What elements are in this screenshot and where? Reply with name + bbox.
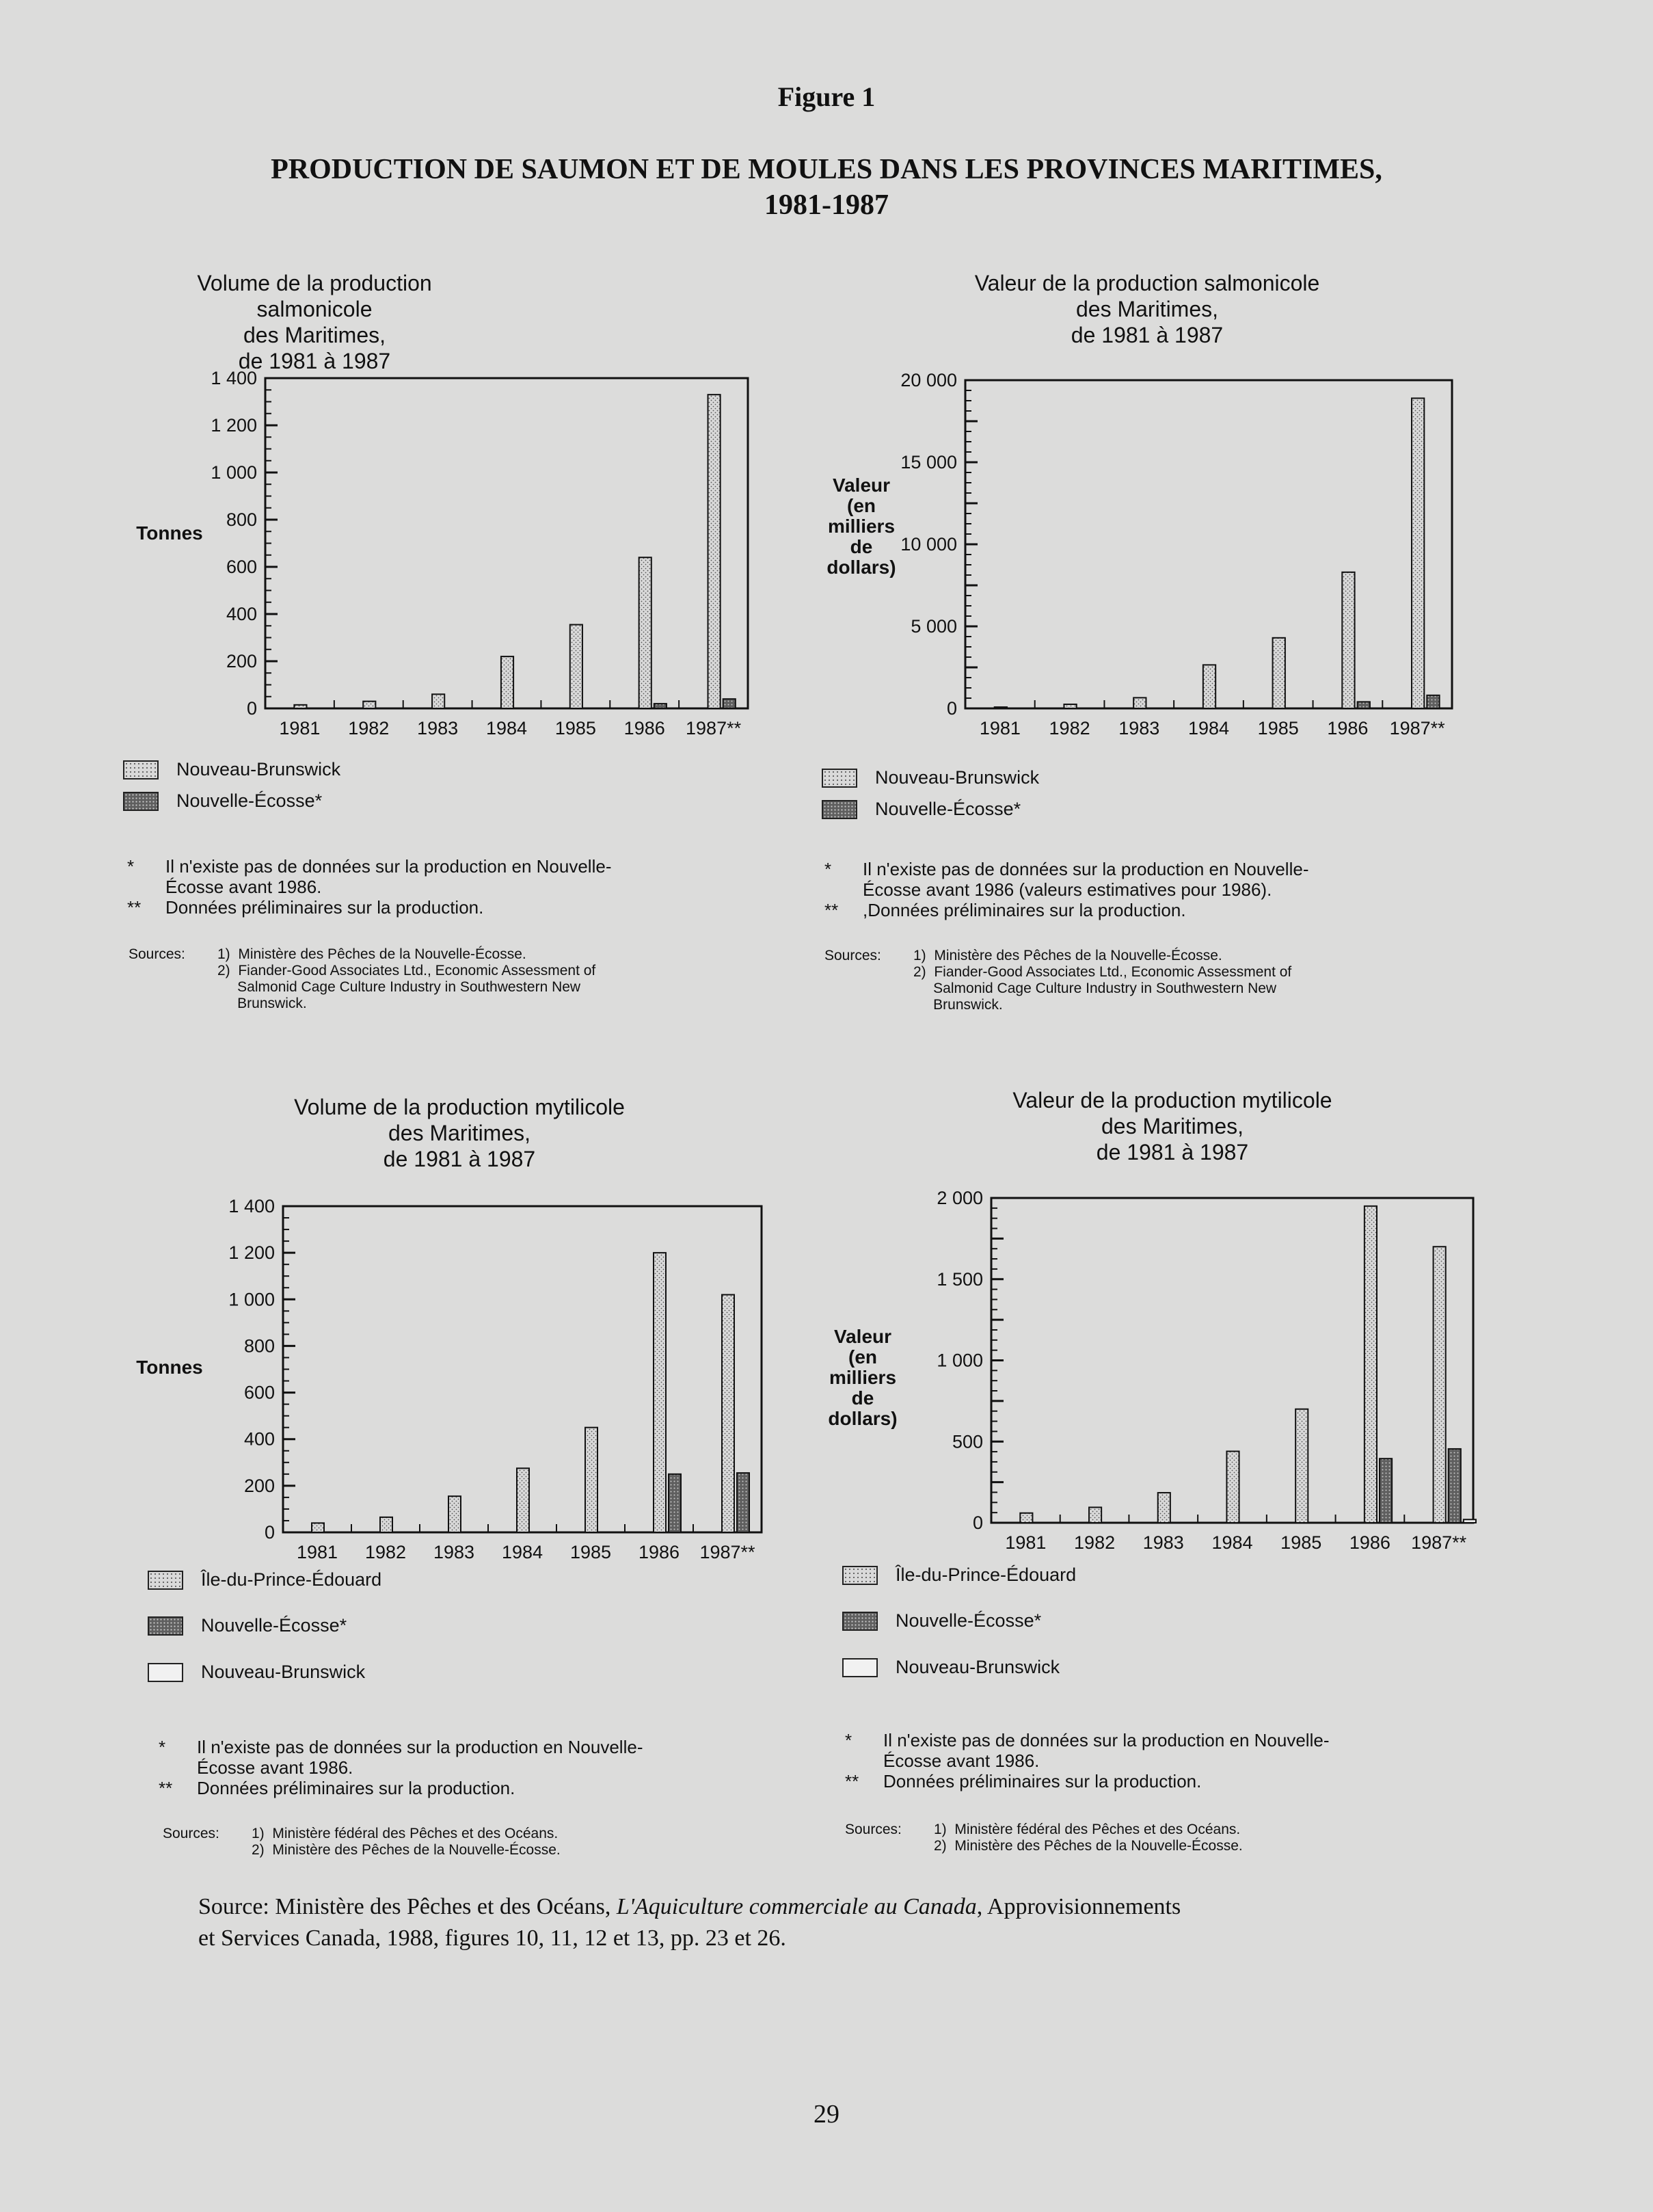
note-mark: ** xyxy=(159,1778,173,1798)
y-tick-label: 20 000 xyxy=(900,370,957,390)
y-tick-label: 200 xyxy=(226,651,257,671)
note-line xyxy=(127,856,611,877)
chart-svg-2 xyxy=(201,1192,789,1560)
y-tick-label: 500 xyxy=(952,1431,983,1452)
note-line xyxy=(159,1737,643,1757)
y-tick-label: 200 xyxy=(243,1475,275,1496)
chart-ylabel-line: (en xyxy=(848,1346,877,1368)
chart-ylabel-line: Valeur xyxy=(833,1326,892,1347)
note-text: ,Données préliminaires sur la production. xyxy=(863,900,1186,920)
sources-label: Sources: xyxy=(129,946,185,962)
chart-ylabel-line: dollars) xyxy=(828,1408,898,1429)
sources-line: Brunswick. xyxy=(913,997,1003,1013)
note-text: Il n'existe pas de données sur la production en Nouvelle- xyxy=(863,859,1309,879)
chart-sources-0 xyxy=(129,946,595,1012)
chart-title-line: Valeur de la production mytilicole xyxy=(1012,1088,1332,1112)
sources-line: Salmonid Cage Culture Industry in Southwestern New xyxy=(217,979,581,995)
legend-item-secondary xyxy=(123,790,322,812)
bar-secondary-1986 xyxy=(1380,1458,1392,1523)
legend-item-secondary xyxy=(822,799,1021,820)
chart-title-1 xyxy=(969,270,1325,348)
x-tick-label: 1981 xyxy=(296,1542,338,1562)
legend-swatch-primary xyxy=(123,760,159,779)
note-line xyxy=(845,1750,1329,1771)
note-text: Il n'existe pas de données sur la production en Nouvelle- xyxy=(883,1730,1330,1750)
y-tick-label: 0 xyxy=(264,1522,275,1543)
bar-primary-1981 xyxy=(995,707,1007,708)
chart-title-line: des Maritimes, xyxy=(1075,297,1219,321)
sources-line: 2) Fiander-Good Associates Ltd., Economic Assessment of xyxy=(217,963,596,978)
y-tick-label: 600 xyxy=(226,557,257,577)
bar-primary-1983 xyxy=(432,694,444,708)
y-tick-label: 600 xyxy=(243,1382,275,1403)
x-tick-label: 1986 xyxy=(1327,718,1369,738)
bar-primary-1983 xyxy=(1158,1493,1170,1523)
note-line xyxy=(127,877,611,897)
x-tick-label: 1983 xyxy=(433,1542,475,1562)
legend-swatch-secondary xyxy=(123,792,159,811)
bar-tertiary-1987 xyxy=(1464,1519,1476,1523)
figure-title-line-1: PRODUCTION DE SAUMON ET DE MOULES DANS LES PROVINCES MARITIMES, xyxy=(271,154,1382,185)
chart-title-line: des Maritimes, xyxy=(388,1121,531,1145)
sources-list xyxy=(934,1822,1243,1854)
legend-swatch-primary xyxy=(842,1566,878,1585)
bar-primary-1984 xyxy=(1226,1452,1239,1523)
x-tick-label: 1981 xyxy=(279,718,321,738)
chart-title-2 xyxy=(282,1094,637,1172)
chart-ylabel-line: milliers xyxy=(829,1367,897,1388)
bar-primary-1982 xyxy=(363,702,375,708)
x-tick-label: 1987** xyxy=(1389,718,1445,738)
footer-source-line-2: et Services Canada, 1988, figures 10, 11, 12 et 13, pp. 23 et 26. xyxy=(198,1925,786,1951)
x-tick-label: 1986 xyxy=(623,718,665,738)
x-tick-label: 1985 xyxy=(1257,718,1299,738)
legend-item-primary xyxy=(822,767,1039,788)
y-tick-label: 1 500 xyxy=(937,1268,983,1290)
note-text: Écosse avant 1986. xyxy=(165,877,322,897)
note-line xyxy=(824,879,1308,900)
y-tick-label: 400 xyxy=(226,604,257,624)
bar-primary-1981 xyxy=(1020,1513,1032,1523)
note-mark: * xyxy=(127,856,135,877)
note-text: Données préliminaires sur la production. xyxy=(165,897,484,918)
y-tick-label: 800 xyxy=(226,509,257,530)
bar-secondary-1987 xyxy=(1427,695,1439,708)
legend-item-secondary xyxy=(148,1615,347,1636)
chart-ylabel-line: de xyxy=(851,1387,874,1409)
chart-title-0 xyxy=(137,270,492,374)
footer-source-prefix: Source: Ministère des Pêches et des Océans, xyxy=(198,1894,617,1919)
chart-title-line: de 1981 à 1987 xyxy=(1071,323,1224,347)
chart-sources-2 xyxy=(163,1826,561,1858)
chart-svg-0 xyxy=(183,364,775,736)
footer-source xyxy=(198,1891,1497,1954)
legend-label: Nouvelle-Écosse* xyxy=(896,1610,1042,1631)
chart-ylabel-3 xyxy=(808,1327,917,1429)
legend-swatch-secondary xyxy=(822,800,857,819)
sources-line: Brunswick. xyxy=(217,996,307,1011)
sources-list xyxy=(217,946,595,1012)
chart-ylabel-line: (en xyxy=(847,495,876,516)
legend-item-primary xyxy=(148,1569,381,1590)
bar-primary-1983 xyxy=(1133,697,1146,708)
chart-ylabel-line: Valeur xyxy=(832,475,891,496)
bar-secondary-1986 xyxy=(654,704,667,708)
bar-secondary-1987 xyxy=(737,1473,749,1532)
chart-title-3 xyxy=(995,1087,1350,1165)
y-tick-label: 1 200 xyxy=(211,415,257,436)
bar-primary-1986 xyxy=(654,1253,666,1532)
bar-primary-1981 xyxy=(294,705,306,708)
note-text: Écosse avant 1986. xyxy=(883,1750,1040,1771)
note-line xyxy=(845,1730,1329,1750)
x-tick-label: 1983 xyxy=(1142,1532,1184,1553)
x-tick-label: 1987** xyxy=(686,718,742,738)
legend-label: Nouvelle-Écosse* xyxy=(176,790,323,811)
sources-label: Sources: xyxy=(845,1822,902,1837)
figure-label: Figure 1 xyxy=(777,81,876,112)
chart-title-line: Valeur de la production salmonicole xyxy=(974,271,1320,295)
bar-primary-1985 xyxy=(1295,1409,1308,1523)
sources-line: Salmonid Cage Culture Industry in Southwestern New xyxy=(913,981,1277,996)
sources-list xyxy=(913,948,1291,1013)
note-text: Il n'existe pas de données sur la production en Nouvelle- xyxy=(165,856,612,877)
chart-notes-0 xyxy=(127,856,611,918)
x-tick-label: 1982 xyxy=(1049,718,1090,738)
bar-primary-1986 xyxy=(1342,572,1354,708)
note-text: Données préliminaires sur la production. xyxy=(883,1771,1202,1791)
bar-primary-1984 xyxy=(501,656,513,708)
footer-source-title: L'Aquiculture commerciale au Canada xyxy=(616,1894,977,1919)
chart-ylabel-line: milliers xyxy=(827,516,896,537)
x-tick-label: 1982 xyxy=(364,1542,407,1562)
bar-primary-1985 xyxy=(585,1428,597,1532)
y-tick-label: 0 xyxy=(946,698,957,719)
bar-secondary-1987 xyxy=(723,699,736,708)
x-tick-label: 1981 xyxy=(1005,1532,1047,1553)
x-tick-label: 1982 xyxy=(1074,1532,1116,1553)
bar-primary-1987 xyxy=(1434,1247,1446,1523)
bar-primary-1983 xyxy=(448,1496,461,1532)
x-tick-label: 1985 xyxy=(1280,1532,1322,1553)
bar-primary-1982 xyxy=(380,1517,392,1532)
bar-secondary-1986 xyxy=(1358,702,1370,708)
bar-primary-1985 xyxy=(570,625,582,708)
bar-secondary-1986 xyxy=(669,1474,681,1532)
legend-item-secondary xyxy=(842,1610,1041,1631)
footer-source-suffix: , Approvisionnements xyxy=(976,1894,1181,1919)
legend-swatch-tertiary xyxy=(148,1663,183,1682)
chart-notes-2 xyxy=(159,1737,643,1798)
x-tick-label: 1982 xyxy=(348,718,390,738)
chart-ylabel-line: de xyxy=(850,536,873,557)
x-tick-label: 1985 xyxy=(554,718,596,738)
y-tick-label: 1 000 xyxy=(211,462,257,483)
x-tick-label: 1984 xyxy=(1187,718,1230,738)
sources-line: 1) Ministère des Pêches de la Nouvelle-Écosse. xyxy=(913,948,1222,963)
legend-label: Île-du-Prince-Édouard xyxy=(201,1569,382,1590)
note-mark: * xyxy=(824,859,832,879)
bar-primary-1985 xyxy=(1273,638,1285,708)
note-line xyxy=(845,1771,1329,1791)
sources-line: 2) Ministère des Pêches de la Nouvelle-Écosse. xyxy=(252,1842,561,1858)
y-tick-label: 1 000 xyxy=(228,1289,275,1310)
chart-sources-1 xyxy=(824,948,1291,1013)
y-tick-label: 0 xyxy=(246,698,257,719)
x-tick-label: 1986 xyxy=(638,1542,680,1562)
sources-label: Sources: xyxy=(824,948,881,963)
y-tick-label: 1 000 xyxy=(937,1350,983,1371)
y-tick-label: 5 000 xyxy=(911,616,957,637)
note-mark: * xyxy=(845,1730,852,1750)
figure-title-line-2: 1981-1987 xyxy=(764,189,889,221)
note-text: Données préliminaires sur la production. xyxy=(197,1778,515,1798)
legend-swatch-primary xyxy=(148,1571,183,1590)
legend-label: Nouveau-Brunswick xyxy=(896,1657,1060,1677)
sources-line: 1) Ministère fédéral des Pêches et des Océans. xyxy=(934,1822,1241,1837)
note-line xyxy=(159,1778,643,1798)
legend-item-tertiary xyxy=(148,1662,365,1683)
legend-swatch-primary xyxy=(822,769,857,788)
sources-line: 2) Ministère des Pêches de la Nouvelle-Écosse. xyxy=(934,1838,1243,1854)
y-tick-label: 1 400 xyxy=(211,368,257,388)
note-text: Il n'existe pas de données sur la production en Nouvelle- xyxy=(197,1737,643,1757)
chart-notes-1 xyxy=(824,859,1308,920)
legend-item-tertiary xyxy=(842,1657,1060,1678)
footer-source-line-1 xyxy=(198,1891,1497,1923)
x-tick-label: 1984 xyxy=(1211,1532,1253,1553)
y-tick-label: 15 000 xyxy=(900,452,957,472)
chart-title-line: de 1981 à 1987 xyxy=(238,349,391,373)
bar-primary-1986 xyxy=(1365,1206,1377,1523)
bar-primary-1987 xyxy=(1412,398,1424,708)
sources-line: 1) Ministère des Pêches de la Nouvelle-Écosse. xyxy=(217,946,526,962)
legend-swatch-secondary xyxy=(148,1616,183,1636)
note-text: Écosse avant 1986. xyxy=(197,1757,353,1778)
legend-label: Nouveau-Brunswick xyxy=(875,767,1040,788)
chart-sources-3 xyxy=(845,1822,1243,1854)
y-tick-label: 1 200 xyxy=(228,1242,275,1264)
legend-label: Nouveau-Brunswick xyxy=(176,759,341,779)
note-mark: ** xyxy=(824,900,839,920)
legend-label: Nouveau-Brunswick xyxy=(201,1662,366,1682)
note-mark: ** xyxy=(127,897,142,918)
y-tick-label: 2 000 xyxy=(937,1188,983,1208)
chart-svg-3 xyxy=(909,1184,1501,1553)
note-line xyxy=(824,900,1308,920)
chart-title-line: des Maritimes, xyxy=(1101,1114,1244,1138)
bar-primary-1982 xyxy=(1064,704,1076,708)
sources-label: Sources: xyxy=(163,1826,219,1841)
chart-ylabel-line: dollars) xyxy=(826,557,896,578)
x-tick-label: 1984 xyxy=(485,718,528,738)
sources-list xyxy=(252,1826,561,1858)
chart-title-line: des Maritimes, xyxy=(243,323,386,347)
x-tick-label: 1986 xyxy=(1349,1532,1390,1553)
x-tick-label: 1981 xyxy=(979,718,1021,738)
bar-primary-1981 xyxy=(312,1523,324,1532)
x-tick-label: 1983 xyxy=(1118,718,1160,738)
y-tick-label: 1 400 xyxy=(228,1196,275,1216)
sources-line: 1) Ministère fédéral des Pêches et des Océans. xyxy=(252,1826,559,1841)
x-tick-label: 1984 xyxy=(501,1542,543,1562)
plot-frame xyxy=(965,380,1452,708)
bar-primary-1986 xyxy=(639,557,651,708)
bar-primary-1984 xyxy=(517,1468,529,1532)
sources-line: 2) Fiander-Good Associates Ltd., Economic Assessment of xyxy=(913,964,1292,980)
legend-label: Nouvelle-Écosse* xyxy=(875,799,1021,819)
chart-svg-1 xyxy=(883,367,1479,736)
chart-notes-3 xyxy=(845,1730,1329,1791)
chart-title-line: de 1981 à 1987 xyxy=(1096,1140,1249,1164)
note-text: Écosse avant 1986 (valeurs estimatives pour 1986). xyxy=(863,879,1272,900)
y-tick-label: 10 000 xyxy=(900,534,957,555)
bar-primary-1984 xyxy=(1203,665,1215,708)
legend-label: Nouvelle-Écosse* xyxy=(201,1615,347,1636)
note-mark: ** xyxy=(845,1771,859,1791)
x-tick-label: 1987** xyxy=(1411,1532,1467,1553)
chart-title-line: Volume de la production salmonicole xyxy=(197,271,432,321)
note-mark: * xyxy=(159,1737,166,1757)
legend-item-primary xyxy=(123,759,340,780)
x-tick-label: 1983 xyxy=(417,718,459,738)
chart-ylabel-line: Tonnes xyxy=(136,522,203,544)
chart-title-line: de 1981 à 1987 xyxy=(383,1147,536,1171)
legend-item-primary xyxy=(842,1564,1076,1586)
bar-primary-1987 xyxy=(722,1294,734,1532)
y-tick-label: 800 xyxy=(243,1335,275,1357)
note-line xyxy=(824,859,1308,879)
chart-title-line: Volume de la production mytilicole xyxy=(294,1095,625,1119)
x-tick-label: 1985 xyxy=(569,1542,612,1562)
figure-title xyxy=(137,152,1516,223)
legend-swatch-tertiary xyxy=(842,1658,878,1677)
note-line xyxy=(159,1757,643,1778)
bar-secondary-1987 xyxy=(1449,1449,1461,1523)
legend-label: Île-du-Prince-Édouard xyxy=(896,1564,1077,1585)
x-tick-label: 1987** xyxy=(699,1542,755,1562)
page-number: 29 xyxy=(814,2100,839,2129)
chart-ylabel-line: Tonnes xyxy=(136,1357,203,1378)
y-tick-label: 0 xyxy=(972,1513,983,1533)
bar-primary-1987 xyxy=(708,395,721,708)
legend-swatch-secondary xyxy=(842,1612,878,1631)
note-line xyxy=(127,897,611,918)
y-tick-label: 400 xyxy=(243,1428,275,1450)
bar-primary-1982 xyxy=(1089,1507,1101,1523)
